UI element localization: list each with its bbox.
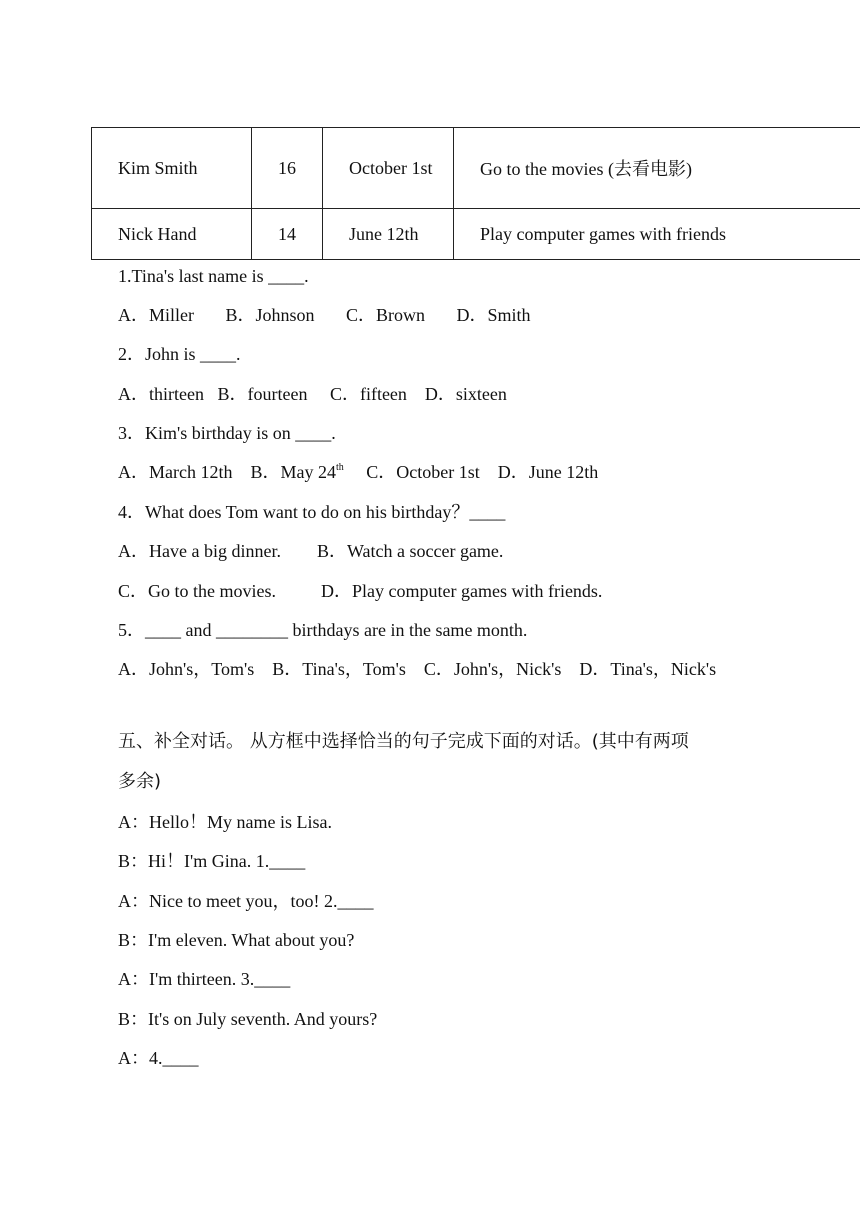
age-cell: 16: [252, 128, 323, 209]
question-4-options-1: A．Have a big dinner. B．Watch a soccer game.: [118, 541, 504, 561]
birthday-cell: June 12th: [323, 209, 454, 260]
question-2: 2．John is ____.: [118, 344, 241, 364]
activity-cell: Go to the movies (去看电影): [454, 128, 860, 209]
dialogue-line: A：Hello！My name is Lisa.: [118, 812, 332, 832]
info-table: [91, 127, 860, 260]
section-heading-cont: 多余): [118, 771, 162, 792]
dialogue-line: A：4.____: [118, 1048, 199, 1068]
table-row: [92, 209, 860, 260]
dialogue-line: B：I'm eleven. What about you?: [118, 930, 355, 950]
dialogue-line: B：It's on July seventh. And yours?: [118, 1009, 378, 1029]
name-cell: Nick Hand: [92, 209, 252, 260]
question-4: 4．What does Tom want to do on his birthday？____: [118, 502, 506, 522]
question-3: 3．Kim's birthday is on ____.: [118, 423, 336, 443]
question-1-options: A．Miller B．Johnson C．Brown D．Smith: [118, 305, 531, 325]
table-row: [92, 128, 860, 209]
question-3-options: [118, 461, 598, 483]
birthday-cell: October 1st: [323, 128, 454, 209]
dialogue-line: A：I'm thirteen. 3.____: [118, 969, 291, 989]
question-5: 5．____ and ________ birthdays are in the same month.: [118, 620, 528, 640]
question-5-options: A．John's，Tom's B．Tina's，Tom's C．John's，Nick's D．Tina's，Nick's: [118, 659, 717, 679]
dialogue-line: A：Nice to meet you，too! 2.____: [118, 891, 374, 911]
section-heading: 五、补全对话。 从方框中选择恰当的句子完成下面的对话。(其中有两项: [118, 731, 689, 752]
options-text: C．October 1st D．June 12th: [343, 462, 599, 482]
name-cell: Kim Smith: [92, 128, 252, 209]
dialogue-line: B：Hi！I'm Gina. 1.____: [118, 851, 306, 871]
question-2-options: A．thirteen B．fourteen C．fifteen D．sixteen: [118, 384, 507, 404]
options-text: A．March 12th B．May 24: [118, 462, 336, 482]
question-4-options-2: C．Go to the movies. D．Play computer games with friends.: [118, 581, 603, 601]
question-1: 1.Tina's last name is ____.: [118, 266, 309, 286]
age-cell: 14: [252, 209, 323, 260]
activity-cell: Play computer games with friends: [454, 209, 860, 260]
ordinal-suffix: th: [335, 462, 344, 473]
